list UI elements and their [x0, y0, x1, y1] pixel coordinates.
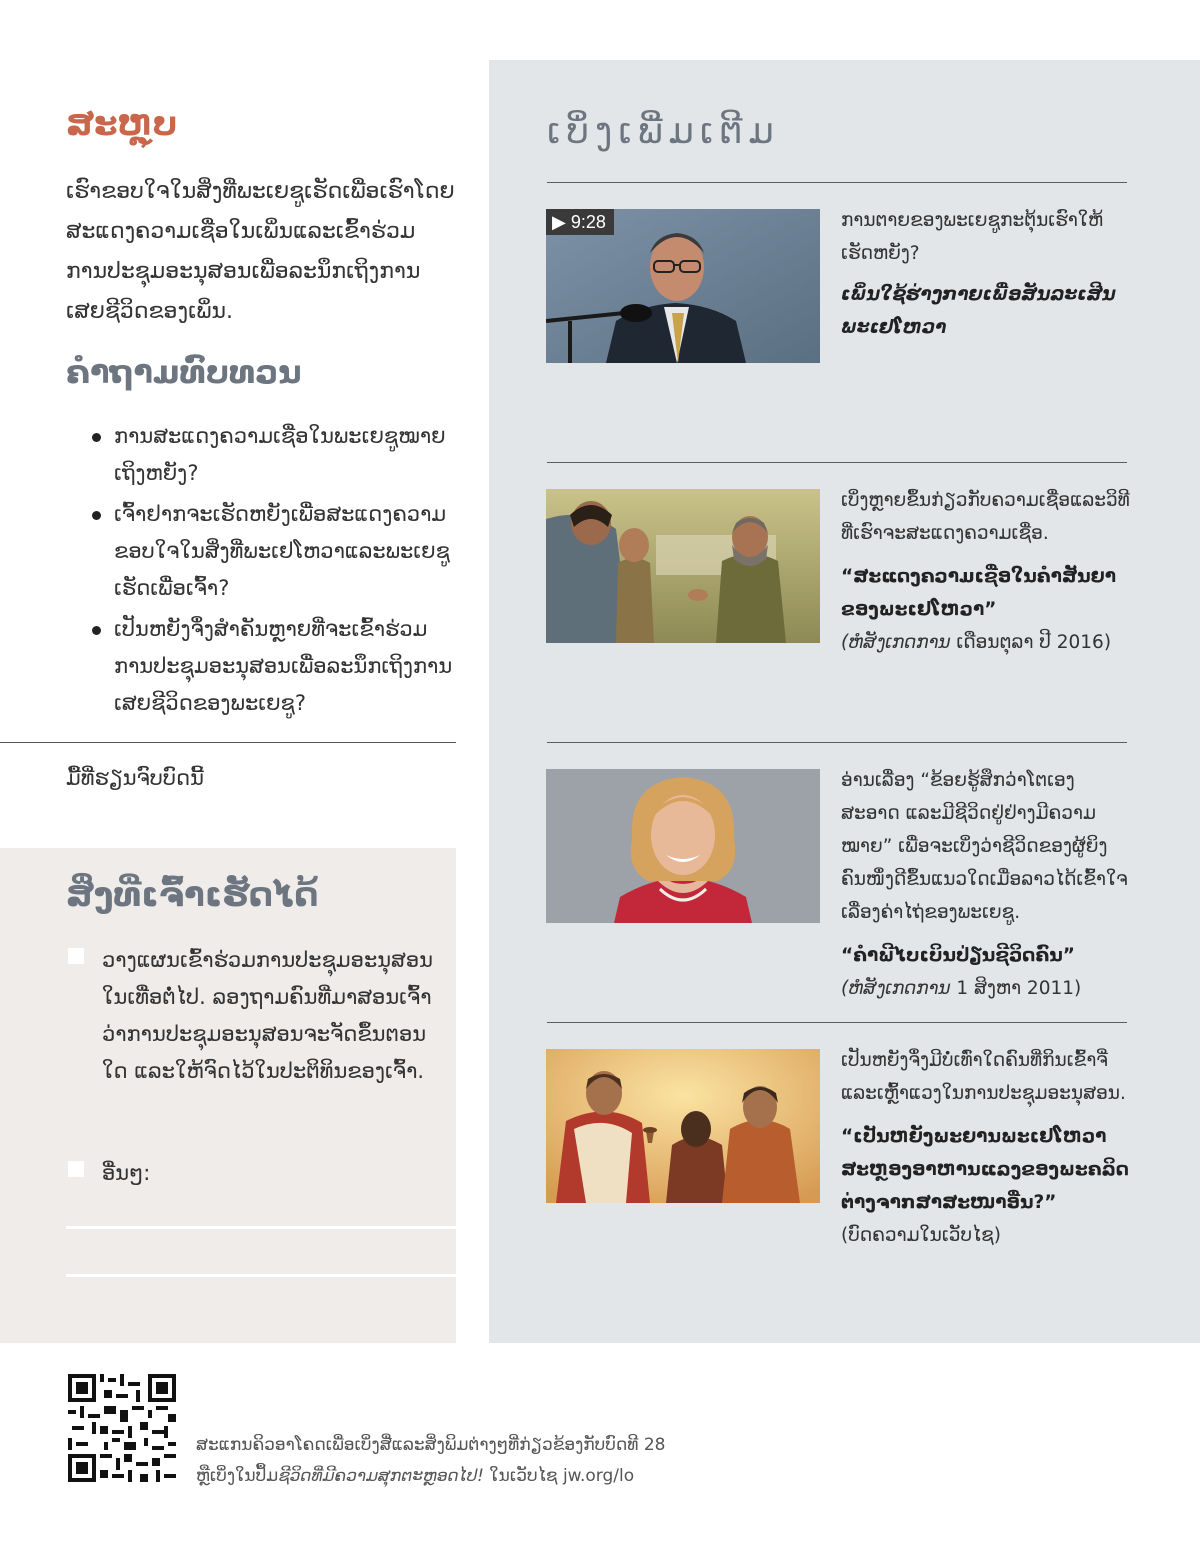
video-thumbnail[interactable]	[546, 209, 820, 363]
todo-section	[0, 848, 456, 1343]
book-title: ຊີວິດທີ່ມີຄວາມສຸກຕະຫຼອດໄປ!	[278, 1466, 484, 1486]
divider	[547, 462, 1127, 463]
article-thumbnail[interactable]	[546, 1049, 820, 1203]
biblical-scene-image	[546, 489, 820, 643]
see-more-entry: ອ່ານເລື່ອງ “ຂ້ອຍຮູ້ສຶກວ່າໂຕເອງສະອາດ ແລະມີຊີວິດຢູ່ຢ່າງມີຄວາມໝາຍ” ເພື່ອຈະເບິ່ງວ່າຊີວິດຂອງຜູ້ຍິງຄົນໜຶ່ງດີຂຶ້ນແນວໃດເມື່ອລາວໄດ້ເຂົ້າໃຈເລື່ອງຄ່າໄຖ່ຂອງພະເຍຊູ. “ຄຳພີໄບເບິນປ່ຽນຊີວິດຄົນ” (ຫໍສັງເກດການ 1 ສິງຫາ 2011)	[841, 764, 1131, 1005]
bullet-icon	[92, 626, 101, 635]
see-more-entry: ເປັນຫຍັງຈຶ່ງມີບໍ່ເທົ່າໃດຄົນທີ່ກິນເຂົ້າຈີ່ແລະເຫຼົ້າແວງໃນການປະຊຸມອະນຸສອນ. “ເປັນຫຍັງພະຍານພະເຢໂຫວາສະຫຼອງອາຫານແລງຂອງພະຄລິດຕ່າງຈາກສາສະໜາອື່ນ?” (ບົດຄວາມໃນເວັບໄຊ)	[841, 1044, 1131, 1252]
see-more-heading: ເບິ່ງເພີ່ມເຕີມ	[547, 111, 780, 152]
todo-heading: ສິ່ງທີ່ເຈົ້າເຮັດໄດ້	[66, 875, 319, 915]
summary-text: ເຮົາຂອບໃຈໃນສິ່ງທີ່ພະເຍຊູເຮັດເພື່ອເຮົາໂດຍສະແດງຄວາມເຊື່ອໃນເພິ່ນແລະເຂົ້າຮ່ວມການປະຊຸມອະນຸສອນເພື່ອລະນຶກເຖິງການເສຍຊີວິດຂອງເພິ່ນ.	[66, 179, 455, 324]
see-more-entry: ການຕາຍຂອງພະເຍຊູກະຕຸ້ນເຮົາໃຫ້ເຮັດຫຍັງ? ເພິ່ນໃຊ້ຮ່າງກາຍເພື່ອສັນລະເສີນພະເຢໂຫວາ	[841, 204, 1131, 344]
summary-section	[66, 100, 456, 332]
write-in-line[interactable]	[66, 1274, 456, 1277]
checkbox-icon[interactable]	[68, 948, 84, 964]
bullet-icon	[92, 511, 101, 520]
qr-code[interactable]	[68, 1374, 176, 1482]
article-source: (ຫໍສັງເກດການ ເດືອນຕຸລາ ປີ 2016)	[841, 632, 1112, 653]
article-source: (ບົດຄວາມໃນເວັບໄຊ)	[841, 1225, 1002, 1246]
review-heading: ຄຳຖາມທົບທວນ	[66, 353, 302, 391]
see-more-panel	[489, 60, 1200, 1343]
review-question: ການສະແດງຄວາມເຊື່ອໃນພະເຍຊູໝາຍເຖິງຫຍັງ?	[92, 418, 456, 492]
website-link[interactable]: ໃນເວັບໄຊ jw.org/lo	[483, 1466, 635, 1486]
review-question: ເປັນຫຍັງຈຶ່ງສຳຄັນຫຼາຍທີ່ຈະເຂົ້າຮ່ວມການປະຊຸມອະນຸສອນເພື່ອລະນຶກເຖິງການເສຍຊີວິດຂອງພະເຍຊູ?	[92, 611, 456, 722]
review-section	[66, 348, 456, 726]
bullet-icon	[92, 433, 101, 442]
article-thumbnail[interactable]	[546, 769, 820, 923]
see-more-entry: ເບິ່ງຫຼາຍຂຶ້ນກ່ຽວກັບຄວາມເຊື່ອແລະວິທີທີ່ເຮົາຈະສະແດງຄວາມເຊື່ອ. “ສະແດງຄວາມເຊື່ອໃນຄຳສັນຍາຂອງພະເຢໂຫວາ” (ຫໍສັງເກດການ ເດືອນຕຸລາ ປີ 2016)	[841, 484, 1131, 659]
write-in-line[interactable]	[66, 1226, 456, 1229]
article-title-link[interactable]: “ເປັນຫຍັງພະຍານພະເຢໂຫວາສະຫຼອງອາຫານແລງຂອງພະຄລິດຕ່າງຈາກສາສະໜາອື່ນ?”	[841, 1126, 1129, 1213]
todo-item-other[interactable]: ອື່ນໆ:	[66, 1155, 436, 1192]
review-question: ເຈົ້າຢາກຈະເຮັດຫຍັງເພື່ອສະແດງຄວາມຂອບໃຈໃນສິ່ງທີ່ພະເຢໂຫວາແລະພະເຍຊູເຮັດເພື່ອເຈົ້າ?	[92, 496, 456, 607]
footer-text	[196, 1430, 665, 1492]
last-supper-image	[546, 1049, 820, 1203]
divider	[0, 742, 456, 743]
article-source: (ຫໍສັງເກດການ 1 ສິງຫາ 2011)	[841, 978, 1082, 999]
divider	[547, 182, 1127, 183]
completion-date-label: ມື້ທີ່ຮຽນຈົບບົດນີ້	[66, 766, 204, 790]
checkbox-icon[interactable]	[68, 1161, 84, 1177]
video-duration: ▶ 9:28	[546, 209, 614, 235]
footer-line-2: ຫຼືເບິ່ງໃນປຶ້ມຊີວິດທີ່ມີຄວາມສຸກຕະຫຼອດໄປ! ໃນເວັບໄຊ jw.org/lo	[196, 1466, 635, 1486]
divider	[547, 742, 1127, 743]
todo-item[interactable]: ວາງແຜນເຂົ້າຮ່ວມການປະຊຸມອະນຸສອນໃນເທື່ອຕໍ່ໄປ. ລອງຖາມຄົນທີ່ມາສອນເຈົ້າວ່າການປະຊຸມອະນຸສອນຈະຈັດຂຶ້ນຕອນໃດ ແລະໃຫ້ຈົດໄວ້ໃນປະຕິທິນຂອງເຈົ້າ.	[66, 942, 436, 1090]
article-title-link[interactable]: “ສະແດງຄວາມເຊື່ອໃນຄຳສັນຍາຂອງພະເຢໂຫວາ”	[841, 566, 1117, 620]
video-title-link[interactable]: ເພິ່ນໃຊ້ຮ່າງກາຍເພື່ອສັນລະເສີນພະເຢໂຫວາ	[841, 284, 1116, 338]
summary-heading: ສະຫຼຸບ	[66, 104, 178, 144]
qr-code-icon	[68, 1374, 176, 1482]
article-title-link[interactable]: “ຄຳພີໄບເບິນປ່ຽນຊີວິດຄົນ”	[841, 945, 1075, 966]
review-question-list	[92, 418, 456, 722]
footer-line-1: ສະແກນຄິວອາໂຄດເພື່ອເບິ່ງສື່ແລະສິ່ງພິມຕ່າງໆທີ່ກ່ຽວຂ້ອງກັບບົດທີ 28	[196, 1435, 666, 1455]
divider	[547, 1022, 1127, 1023]
article-thumbnail[interactable]	[546, 489, 820, 643]
woman-portrait-image	[546, 769, 820, 923]
